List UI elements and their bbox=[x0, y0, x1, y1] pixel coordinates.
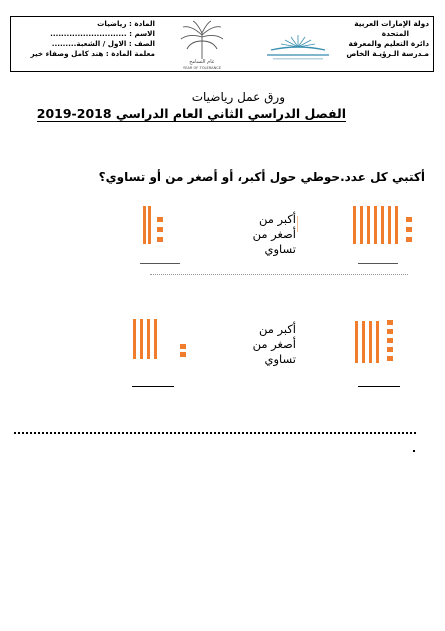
problem-1-left-answer-line[interactable] bbox=[140, 263, 180, 264]
option-equal[interactable]: تساوي bbox=[264, 242, 296, 256]
school-line-4: مـدرسة الـرؤيـة الخاص bbox=[346, 49, 429, 58]
option-less[interactable]: أصغر من bbox=[252, 337, 296, 351]
ten-rod bbox=[373, 205, 378, 245]
ten-rod bbox=[147, 205, 152, 245]
ten-rod bbox=[361, 320, 366, 364]
subject-info bbox=[15, 19, 155, 59]
one-cube bbox=[387, 356, 393, 361]
year-of-tolerance-logo-icon bbox=[171, 19, 233, 71]
ten-rod bbox=[375, 320, 380, 364]
problem-1-left-blocks bbox=[142, 205, 172, 245]
one-cube bbox=[157, 227, 163, 232]
one-cube bbox=[387, 347, 393, 352]
ten-rod bbox=[146, 318, 151, 360]
ten-rod bbox=[359, 205, 364, 245]
subject-line: المادة : رياضيات bbox=[97, 19, 155, 28]
semester-title: الفصل الدراسي الثاني العام الدراسي 2018-2019 bbox=[36, 106, 346, 121]
worksheet-title: ورق عمل رياضيات bbox=[191, 90, 285, 104]
ten-rod bbox=[368, 320, 373, 364]
problem-2-right-blocks bbox=[354, 320, 404, 364]
problem-1-options bbox=[236, 212, 296, 257]
ten-rod bbox=[132, 318, 137, 360]
one-cube bbox=[387, 338, 393, 343]
ten-rod bbox=[387, 205, 392, 245]
ten-rod bbox=[380, 205, 385, 245]
problem-2-left-answer-line[interactable] bbox=[132, 386, 174, 387]
svg-text:عام التسامح: عام التسامح bbox=[189, 59, 215, 65]
option-equal[interactable]: تساوي bbox=[264, 352, 296, 366]
ten-rod bbox=[366, 205, 371, 245]
problem-1-right-answer-line[interactable] bbox=[358, 263, 398, 264]
problem-1-right-blocks bbox=[352, 205, 414, 245]
one-cube bbox=[180, 344, 186, 349]
option-greater[interactable]: أكبر من bbox=[258, 322, 296, 336]
problem-2-right-answer-line[interactable] bbox=[358, 386, 400, 387]
stray-mark bbox=[297, 216, 298, 232]
problem-2-options bbox=[236, 322, 296, 367]
divider bbox=[150, 274, 408, 275]
one-cube bbox=[180, 352, 186, 357]
dot-mark bbox=[413, 450, 415, 452]
ten-rod bbox=[354, 320, 359, 364]
one-cube bbox=[157, 217, 163, 222]
section-divider bbox=[14, 432, 416, 434]
name-line: الاسم : ............................ bbox=[50, 29, 155, 38]
one-cube bbox=[406, 217, 412, 222]
one-cube bbox=[406, 237, 412, 242]
one-cube bbox=[406, 227, 412, 232]
ten-rod bbox=[153, 318, 158, 360]
instruction-text: أكتبي كل عدد.حوطي حول أكبر، أو أصغر من أو تساوي؟ bbox=[98, 170, 425, 184]
school-line-1: دولة الإمارات العربية bbox=[354, 19, 429, 28]
svg-text:YEAR OF TOLERANCE: YEAR OF TOLERANCE bbox=[182, 66, 222, 70]
teacher-line: معلمة المادة : هند كامل وصفاء خير bbox=[30, 49, 155, 58]
header-box bbox=[10, 16, 434, 72]
ten-rod bbox=[352, 205, 357, 245]
one-cube bbox=[157, 237, 163, 242]
school-line-3: دائرة التعليم والمعرفة bbox=[348, 39, 429, 48]
option-less[interactable]: أصغر من bbox=[252, 227, 296, 241]
ten-rod bbox=[139, 318, 144, 360]
one-cube bbox=[387, 329, 393, 334]
option-greater[interactable]: أكبر من bbox=[258, 212, 296, 226]
ministry-logo-icon bbox=[261, 33, 335, 63]
one-cube bbox=[387, 320, 393, 325]
ten-rod bbox=[394, 205, 399, 245]
class-line: الصف : الاول / الشعبة......... bbox=[51, 39, 155, 48]
school-line-2: المتحدة bbox=[381, 29, 409, 38]
problem-2-left-blocks bbox=[132, 318, 192, 360]
school-info bbox=[346, 19, 429, 59]
